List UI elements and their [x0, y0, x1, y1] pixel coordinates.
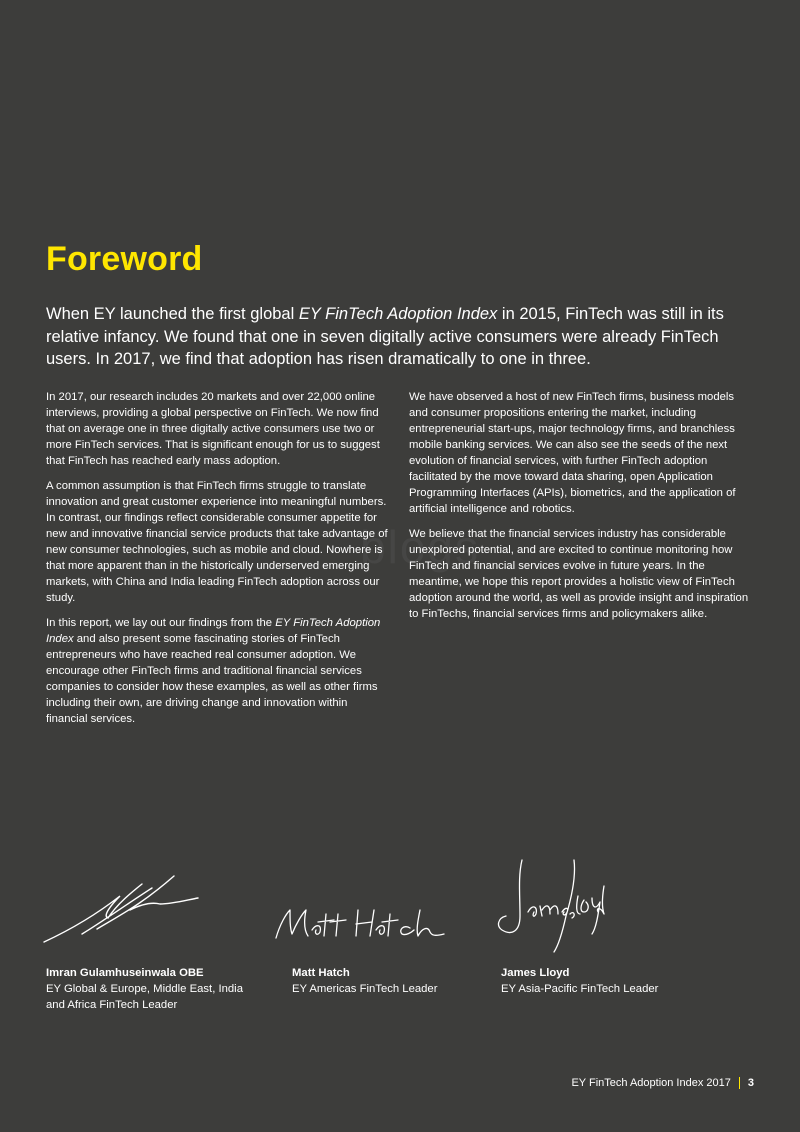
left-paragraph-1: In 2017, our research includes 20 markets and over 22,000 online interviews, providing a global perspective on FinTech. We now find that on average one in three digitally active consumers use two or more FinTech services. That is significant enough for us to suggest that FinTech has reached early mass adoption. — [46, 391, 380, 467]
signature-james-lloyd-drawing — [492, 856, 612, 954]
signatory-name: James Lloyd — [501, 967, 570, 979]
right-paragraph-1: We have observed a host of new FinTech firms, business models and consumer propositions entering the market, including entrepreneurial start-ups, major technology firms, and branchless mobile banking services. We can also see the seeds of the next evolution of financial services, with further FinTech adoption facilitated by the move toward data sharing, open Application Programming Interfaces (APIs), biometrics, and the application of artificial intelligence and robotics. — [409, 391, 736, 515]
signatory-name: Matt Hatch — [292, 967, 350, 979]
signatory-role: EY Asia-Pacific FinTech Leader — [501, 983, 659, 995]
signature-matt-hatch-drawing — [272, 904, 447, 944]
page-number: 3 — [747, 1077, 754, 1089]
signatory-2 — [292, 965, 482, 997]
intro-italic: EY FinTech Adoption Index — [298, 305, 498, 323]
signatory-role: EY Americas FinTech Leader — [292, 983, 438, 995]
left-p3-text-1: In this report, we lay out our findings from the — [46, 617, 276, 629]
right-paragraph-2: We believe that the financial services industry has considerable unexplored potential, and are excited to continue monitoring how FinTech and financial services evolve in future years. In the meantime, we hope this report provides a holistic view of FinTech adoption around the world, as well as provide insight and inspiration to FinTechs, financial services firms and policymakers alike. — [409, 528, 749, 620]
left-p3-text-2: and also present some fascinating stories of FinTech entrepreneurs who have reached real consumer adoption. We encourage other FinTech firms and traditional financial services companies to consider how these examples, as well as other firms including their own, are driving change and innovation within financial services. — [46, 633, 378, 725]
left-paragraph-2: A common assumption is that FinTech firms struggle to translate innovation and great customer experience into meaningful numbers. In contrast, our findings reflect considerable consumer appetite for new and innovative financial service products that take advantage of new consumer technologies, such as mobile and cloud. Nowhere is that more apparent than in the historically underserved emerging markets, with China and India leading FinTech adoption across our study. — [46, 480, 388, 604]
signatory-1 — [46, 965, 246, 1013]
signature-james-lloyd — [492, 856, 612, 954]
page-title: Foreword — [46, 240, 203, 278]
intro-paragraph — [46, 303, 758, 371]
intro-text-2: in 2015, FinTech was still in its relative infancy. We found that one in seven digitally active consumers were already FinTech users. In 2017, we find that adoption has risen dramatically to one in three. — [46, 305, 724, 368]
signature-matt-hatch — [272, 904, 447, 944]
intro-text-1: When EY launched the first global — [46, 305, 299, 323]
signature-imran — [42, 874, 202, 944]
signatory-3 — [501, 965, 701, 997]
left-column — [46, 389, 392, 736]
footer-report-title: EY FinTech Adoption Index 2017 — [571, 1077, 731, 1089]
left-paragraph-3 — [46, 615, 392, 727]
right-column — [409, 389, 755, 631]
page-footer — [571, 1077, 754, 1089]
signatory-name: Imran Gulamhuseinwala OBE — [46, 967, 204, 979]
left-p3-italic: EY FinTech Adoption Index — [46, 617, 381, 645]
signature-imran-drawing — [42, 874, 202, 944]
footer-separator — [739, 1077, 740, 1089]
watermark: blogs — [360, 521, 480, 573]
signatory-role: EY Global & Europe, Middle East, India and Africa FinTech Leader — [46, 983, 243, 1011]
